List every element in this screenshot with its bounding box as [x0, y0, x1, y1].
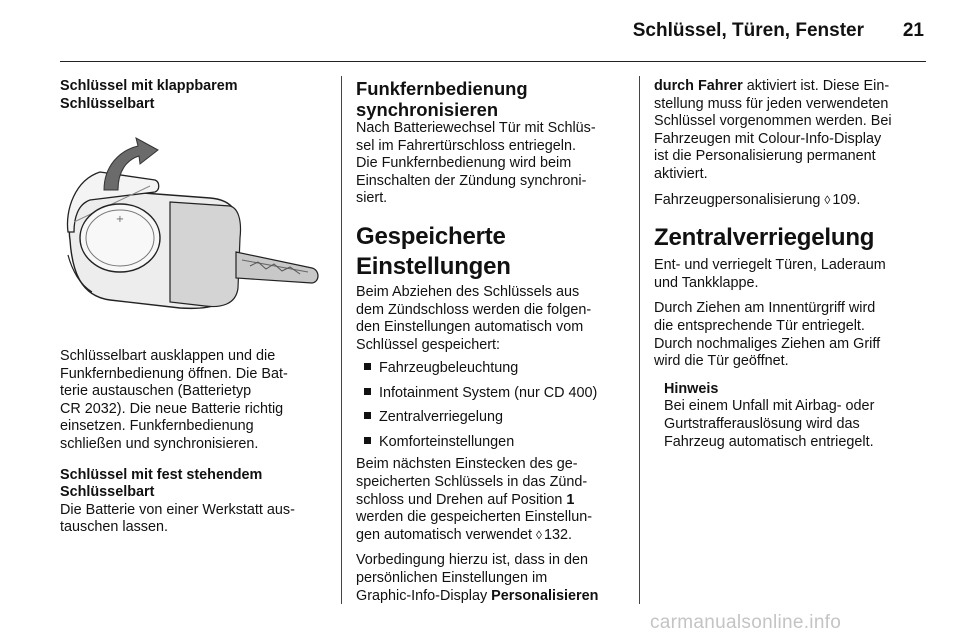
bullet-square-icon [364, 363, 371, 370]
stored-settings-paragraph: Beim Abziehen des Schlüssels aus dem Zündschloss werden die folgen- den Einstellungen automatisch vom Schlüssel gespeichert: [356, 283, 592, 353]
page-reference-icon: ◊ [536, 527, 542, 542]
list-item: Fahrzeugbeleuchtung [356, 356, 626, 381]
heading-klappbarer-schluessel: Schlüssel mit klappbarem Schlüsselbart [60, 78, 238, 112]
heading-fester-schluessel: Schlüssel mit fest stehendem Schlüsselbart [60, 466, 263, 501]
column-1-text [60, 348, 326, 537]
sync-paragraph: Nach Batteriewechsel Tür mit Schlüs- sel im Fahrertürschloss entriegeln. Die Funkfernbedienung wird beim Einschalten der Zündung synchroni- siert. [356, 120, 596, 207]
list-item: Infotainment System (nur CD 400) [356, 381, 626, 406]
page-reference-icon: ◊ [824, 192, 831, 207]
bullet-square-icon [364, 388, 371, 395]
column-3 [654, 78, 926, 451]
watermark: carmanualsonline.info [650, 612, 842, 633]
battery-replacement-paragraph: Schlüsselbart ausklappen und die Funkfernbedienung öffnen. Die Bat- terie austauschen (Batterietyp CR 2032). Die neue Batterie richtig einsetzen. Funkfernbedienung schließen und synchronisieren. [60, 348, 288, 452]
bullet-square-icon [364, 412, 371, 419]
bullet-square-icon [364, 437, 371, 444]
heading-synchronisieren: Funkfernbedienung synchronisieren [356, 78, 528, 120]
column-2 [356, 78, 626, 605]
note-title: Hinweis [664, 380, 719, 397]
svg-text:+: + [115, 214, 125, 225]
key-battery-illustration [60, 120, 326, 335]
page-number: 21 [902, 20, 924, 41]
header-title: Schlüssel, Türen, Fenster [632, 20, 864, 41]
central-locking-paragraph: Ent- und verriegelt Türen, Laderaum und Tankklappe. [654, 257, 886, 291]
page-header [60, 0, 926, 62]
reinsertion-paragraph: Beim nächsten Einstecken des ge- speicherten Schlüssels in das Zünd- schloss und Drehen auf Position 1 werden die gespeicherten Einstellun- gen automatisch verwendet ◊ 132. [356, 456, 592, 543]
vehicle-personalisation-reference: Fahrzeugpersonalisierung ◊ 109. [654, 191, 861, 208]
list-item: Zentralverriegelung [356, 405, 626, 430]
section-title-zentralverriegelung: Zentralverriegelung [654, 224, 875, 252]
list-item: Komforteinstellungen [356, 430, 626, 455]
precondition-paragraph: Vorbedingung hierzu ist, dass in den persönlichen Einstellungen im Graphic-Info-Display Personalisieren [356, 552, 599, 604]
note-box: Hinweis Bei einem Unfall mit Airbag- oder Gurtstrafferauslösung wird das Fahrzeug automatisch entriegelt. [654, 381, 926, 451]
door-handle-paragraph: Durch Ziehen am Innentürgriff wird die entsprechende Tür entriegelt. Durch nochmaliges Ziehen am Griff wird die Tür geöffnet. [654, 300, 881, 370]
section-title-gespeicherte-einstellungen: Gespeicherte Einstellungen [356, 222, 511, 280]
page-reference-link[interactable]: 132. [543, 526, 572, 543]
column-1 [60, 78, 326, 113]
personalisation-paragraph: durch Fahrer aktiviert ist. Diese Ein- stellung muss für jeden verwendeten Schlüssel vorgenommen werden. Bei Fahrzeugen mit Colour-Info-Display ist die Personalisierung permanent aktiviert. [654, 78, 892, 182]
settings-bullet-list [356, 356, 626, 454]
column-divider-1 [341, 76, 342, 604]
workshop-paragraph: Die Batterie von einer Werkstatt aus- tauschen lassen. [60, 501, 295, 536]
page-reference-link[interactable]: 109. [832, 191, 861, 208]
column-divider-2 [639, 76, 640, 604]
